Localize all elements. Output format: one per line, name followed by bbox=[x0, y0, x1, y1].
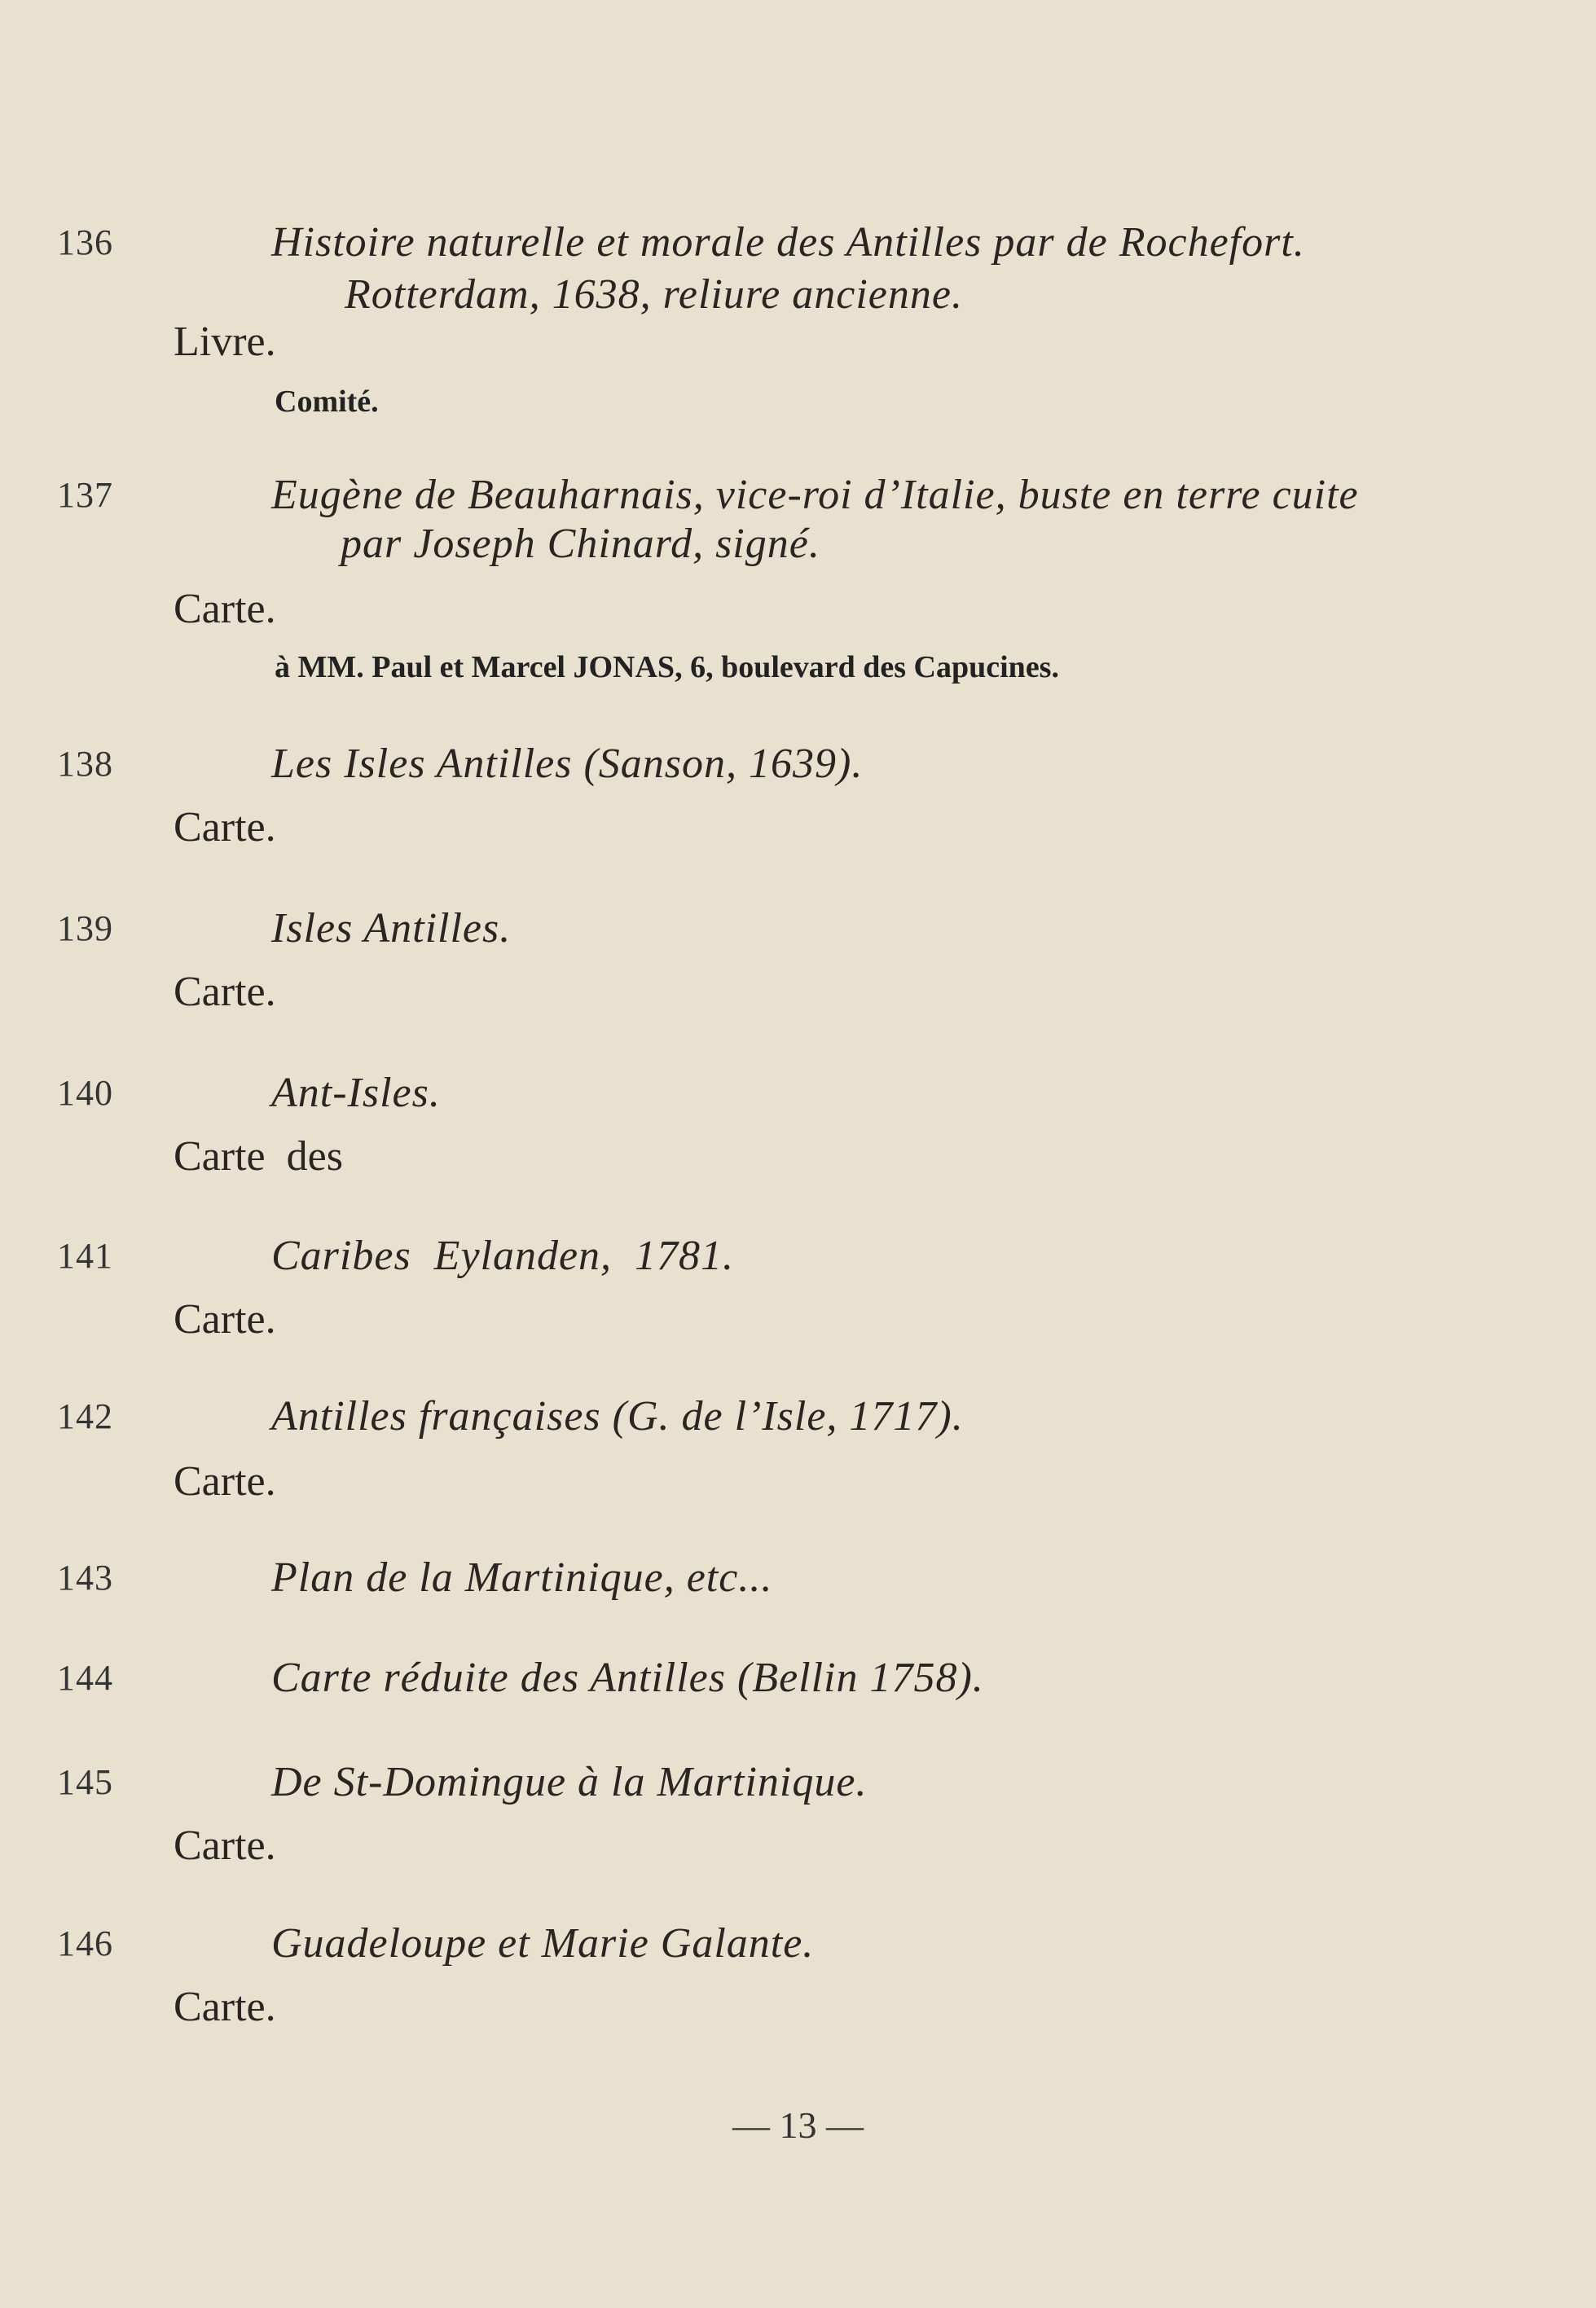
entry-title: Eugène de Beauharnais, vice-roi d’Italie, buste en terre cuite bbox=[271, 472, 1359, 518]
entry-number: 141 bbox=[57, 1236, 113, 1276]
entry-lender: à MM. Paul et Marcel JONAS, 6, boulevard des Capucines. bbox=[275, 650, 1059, 684]
entry-title: Carte réduite des Antilles (Bellin 1758). bbox=[271, 1655, 984, 1701]
entry-title: Histoire naturelle et morale des Antilles par de Rochefort. bbox=[271, 219, 1305, 266]
entry-title: De St-Domingue à la Martinique. bbox=[271, 1759, 868, 1805]
entry-lender: Comité. bbox=[275, 385, 379, 419]
entry-title: Isles Antilles. bbox=[271, 905, 512, 952]
entry-title: Les Isles Antilles (Sanson, 1639). bbox=[271, 741, 864, 787]
entry-title: Antilles françaises (G. de l’Isle, 1717). bbox=[271, 1393, 964, 1440]
entry-number: 142 bbox=[57, 1396, 113, 1436]
entry-number: 143 bbox=[57, 1558, 113, 1598]
entry-type: Carte. bbox=[174, 804, 276, 851]
entry-number: 146 bbox=[57, 1923, 113, 1963]
entry-type: Livre. bbox=[174, 319, 276, 365]
entry-number: 138 bbox=[57, 744, 113, 784]
page-number: — 13 — bbox=[732, 2104, 864, 2146]
entry-title-continuation: par Joseph Chinard, signé. bbox=[341, 521, 820, 567]
entry-type: Carte. bbox=[174, 1458, 276, 1505]
entry-number: 136 bbox=[57, 222, 113, 262]
entry-title: Guadeloupe et Marie Galante. bbox=[271, 1920, 815, 1967]
entry-title: Caribes Eylanden, 1781. bbox=[271, 1233, 735, 1279]
entry-type: Carte. bbox=[174, 1296, 276, 1343]
entry-type: Carte. bbox=[174, 1984, 276, 2030]
entry-title: Ant-Isles. bbox=[271, 1070, 441, 1116]
entry-number: 140 bbox=[57, 1073, 113, 1113]
entry-title: Plan de la Martinique, etc... bbox=[271, 1554, 773, 1601]
entry-type: Carte. bbox=[174, 586, 276, 632]
entry-number: 144 bbox=[57, 1658, 113, 1698]
entry-number: 137 bbox=[57, 475, 113, 515]
entry-number: 139 bbox=[57, 908, 113, 948]
entry-number: 145 bbox=[57, 1762, 113, 1802]
entry-type: Carte. bbox=[174, 969, 276, 1015]
entry-type: Carte des bbox=[174, 1133, 343, 1180]
entry-title-continuation: Rotterdam, 1638, reliure ancienne. bbox=[345, 271, 963, 318]
entry-type: Carte. bbox=[174, 1822, 276, 1869]
